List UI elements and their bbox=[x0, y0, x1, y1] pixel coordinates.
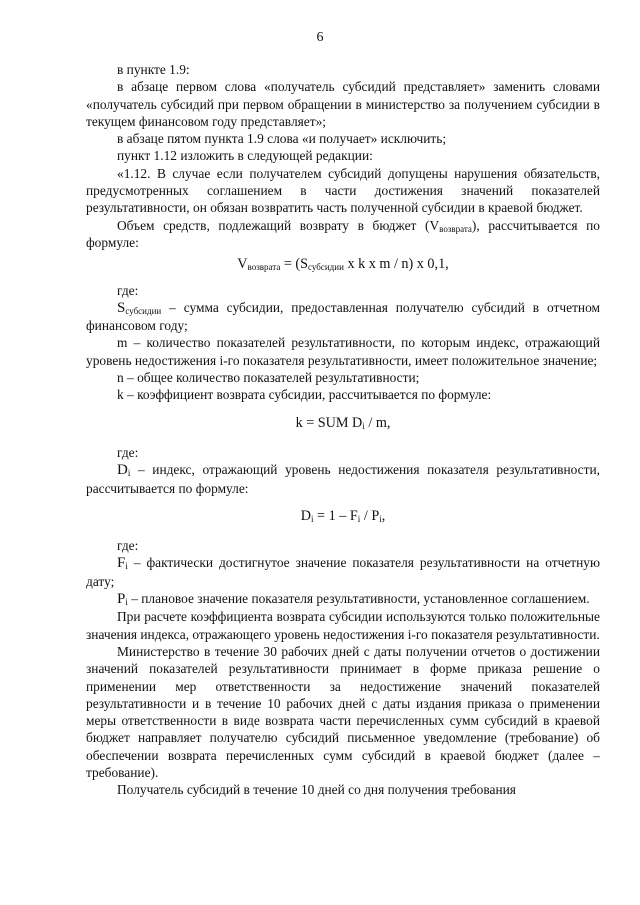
formula-d-end: , bbox=[381, 507, 386, 524]
def-d-sub: i bbox=[127, 468, 131, 479]
formula-d-a: D bbox=[300, 507, 311, 524]
formula-v-return bbox=[86, 256, 600, 273]
def-s-sub: субсидии bbox=[125, 305, 162, 316]
def-p-text: – плановое значение показателя результативности, установленное соглашением. bbox=[127, 591, 590, 607]
formula-d-c: / P bbox=[360, 507, 380, 524]
volume-sub: возврата bbox=[439, 223, 472, 234]
formula-k-a: k = SUM D bbox=[295, 414, 363, 431]
definition-f bbox=[86, 554, 600, 590]
definition-m: m – количество показателей результативности, по которым индекс, отражающий уровень недостижения i-го показателя результативности, имеет положительное значение; bbox=[86, 335, 600, 368]
formula-v-sub: возврата bbox=[247, 262, 281, 273]
def-p-sub: i bbox=[125, 597, 128, 608]
definition-k: k – коэффициент возврата субсидии, рассчитывается по формуле: bbox=[117, 387, 492, 403]
formula-d-b: = 1 – F bbox=[313, 507, 358, 524]
definition-p bbox=[86, 590, 600, 608]
paragraph-volume bbox=[86, 217, 600, 252]
paragraph-amend-fifth: в абзаце пятом пункта 1.9 слова «и получает» исключить; bbox=[117, 131, 447, 147]
formula-k bbox=[86, 415, 600, 432]
paragraph-item-1-9: в пункте 1.9: bbox=[117, 62, 190, 77]
def-p-symbol: P bbox=[117, 591, 126, 608]
volume-text-b: ), рассчитывается по формуле: bbox=[86, 217, 600, 250]
paragraph-calculation: При расчете коэффициента возврата субсидии используются только положительные значения индекса, отражающего уровень недостижения i-го показателя результативности. bbox=[86, 609, 600, 642]
definition-s bbox=[86, 299, 600, 335]
formula-v-symbol: V bbox=[237, 256, 248, 273]
page-number: 6 bbox=[316, 30, 324, 45]
formula-s-sub: субсидии bbox=[308, 262, 344, 273]
paragraph-recipient: Получатель субсидий в течение 10 дней со дня получения требования bbox=[117, 782, 516, 798]
formula-d-a-sub: i bbox=[310, 513, 314, 524]
where-label-2: где: bbox=[117, 444, 139, 460]
def-f-sub: i bbox=[125, 561, 128, 572]
definition-d bbox=[86, 461, 600, 497]
def-s-symbol: S bbox=[117, 299, 126, 316]
def-f-text: – фактически достигнутое значение показателя результативности на отчетную дату; bbox=[86, 555, 600, 589]
paragraph-item-1-12: пункт 1.12 изложить в следующей редакции: bbox=[117, 148, 373, 164]
def-d-symbol: D bbox=[117, 462, 128, 479]
def-f-symbol: F bbox=[117, 555, 126, 572]
definition-n: n – общее количество показателей результативности; bbox=[117, 370, 420, 386]
formula-v-end: x k x m / n) x 0,1, bbox=[343, 256, 449, 273]
paragraph-amend-first: в абзаце первом слова «получатель субсидий представляет» заменить словами «получатель субсидий при первом обращении в министерство за получением субсидии в текущем финансовом году представляет»; bbox=[86, 79, 600, 129]
volume-text-a: Объем средств, подлежащий возврату в бюджет (V bbox=[117, 217, 440, 233]
def-d-text: – индекс, отражающий уровень недостижения показателя результативности, рассчитывается по формуле: bbox=[86, 462, 600, 496]
where-label-1: где: bbox=[117, 282, 139, 298]
def-s-text: – сумма субсидии, предоставленная получателю субсидий в отчетном финансовом году; bbox=[86, 299, 600, 334]
formula-d bbox=[86, 508, 600, 525]
paragraph-1-12-text: «1.12. В случае если получателем субсидий допущены нарушения обязательств, предусмотренных соглашением в части достижения значений показателей результативности, он обязан возвратить часть полученной субсидии в краевой бюджет. bbox=[86, 165, 600, 216]
formula-k-b: / m, bbox=[364, 414, 391, 431]
document-body bbox=[86, 61, 600, 799]
paragraph-ministry: Министерство в течение 30 рабочих дней с даты получении отчетов о достижении значений показателей результативности принимает в форме приказа решение о применении мер ответственности за недостижение значений показателей результативности и в течение 10 рабочих дней с даты издания приказа о применении меры ответственности в виде возврата части перечисленных сумм субсидий в краевой бюджет направляет получателю субсидий письменное уведомление (требование) об обеспечении возврата перечисленных сумм субсидий в краевой бюджет (далее – требование). bbox=[86, 643, 600, 780]
formula-k-sub: i bbox=[362, 420, 365, 431]
where-label-3: где: bbox=[117, 538, 139, 554]
formula-d-c-sub: i bbox=[379, 513, 382, 524]
formula-d-b-sub: i bbox=[357, 513, 361, 524]
formula-v-mid: = (S bbox=[280, 256, 309, 273]
